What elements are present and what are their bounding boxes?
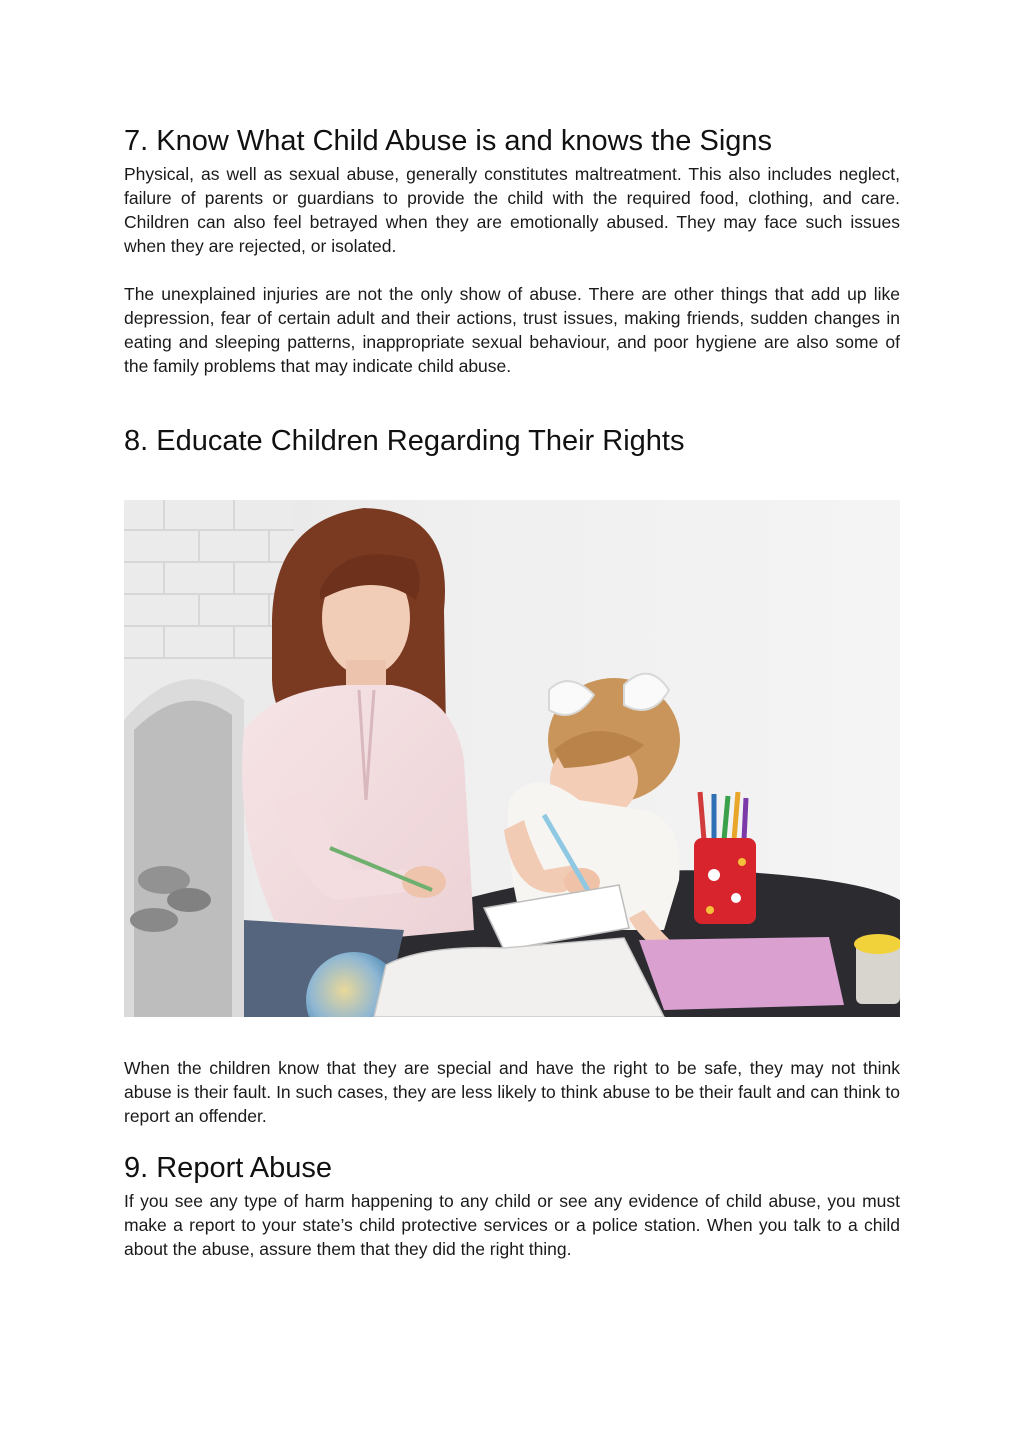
section-9-paragraph: If you see any type of harm happening to any child or see any evidence of child abuse, you must make a report to your state’s child protective services or a police station. When you talk to a child about the abuse, assure them that they did the right thing. — [124, 1191, 900, 1259]
section-8-paragraph: When the children know that they are special and have the right to be safe, they may not think abuse is their fault. In such cases, they are less likely to think abuse to be their fault and can think to report an offender. — [124, 1058, 900, 1126]
pencil-cup — [694, 792, 756, 924]
section-9-heading: 9. Report Abuse — [124, 1152, 332, 1184]
section-7-heading: 7. Know What Child Abuse is and knows the Signs — [124, 125, 773, 157]
mother-daughter-drawing-photo — [124, 500, 900, 1017]
section-7-paragraph-1: Physical, as well as sexual abuse, generally constitutes maltreatment. This also includes neglect, failure of parents or guardians to provide the child with the required food, clothing, and care. Children can also feel betrayed when they are emotionally abused. They may face such issues when they are rejected, or isolated. — [124, 164, 900, 256]
section-8-heading: 8. Educate Children Regarding Their Rights — [124, 425, 685, 457]
section-7-paragraph-2: The unexplained injuries are not the only show of abuse. There are other things that add up like depression, fear of certain adult and their actions, trust issues, making friends, sudden changes in eating and sleeping patterns, inappropriate sexual behaviour, and poor hygiene are also some of the family problems that may indicate child abuse. — [124, 284, 900, 376]
